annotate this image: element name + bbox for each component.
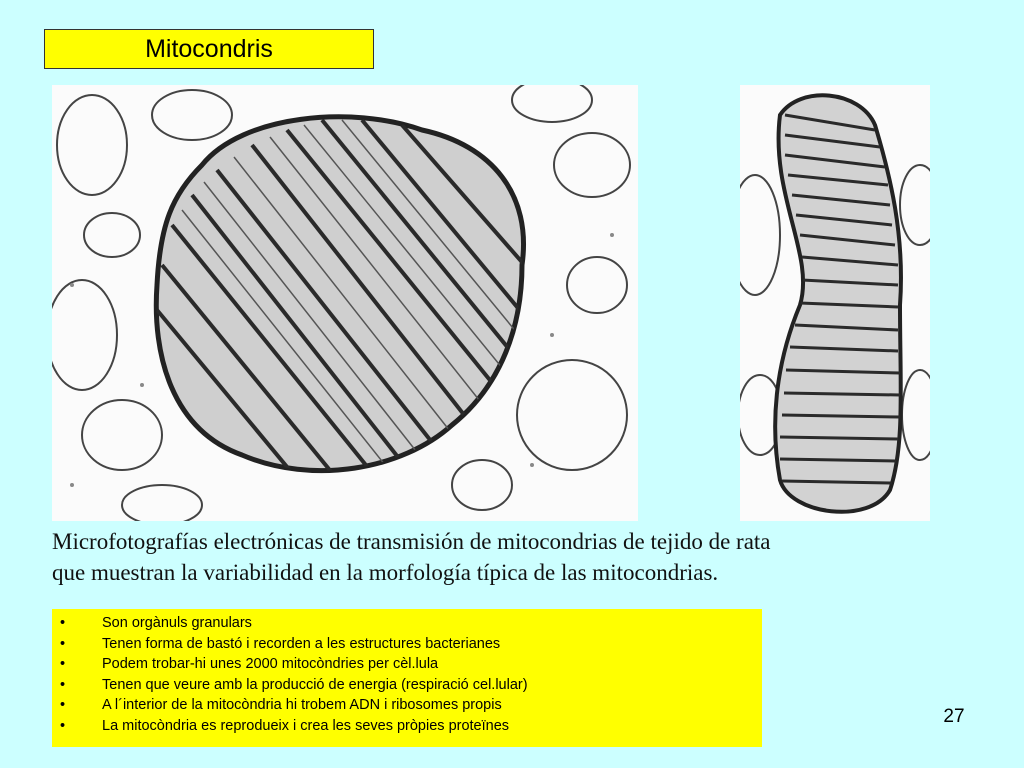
slide-title: Mitocondris — [44, 29, 374, 69]
bullet-item — [52, 675, 762, 696]
bullet-marker: • — [60, 676, 66, 693]
bullet-text: Tenen que veure amb la producció de energia (respiració cel.lular) — [102, 676, 528, 693]
mitochondrion-micrograph-round — [52, 85, 638, 521]
mitochondrion-micrograph-elongated — [740, 85, 930, 521]
bullet-text: Tenen forma de bastó i recorden a les estructures bacterianes — [102, 635, 501, 652]
bullet-marker: • — [60, 656, 66, 673]
bullet-item — [52, 613, 762, 634]
bullet-item — [52, 654, 762, 675]
bullet-text: La mitocòndria es reprodueix i crea les seves pròpies proteïnes — [102, 717, 510, 734]
figure-caption — [52, 526, 932, 588]
bullet-text: A l´interior de la mitocòndria hi trobem ADN i ribosomes propis — [102, 697, 502, 714]
bullet-item — [52, 634, 762, 655]
bullet-text: Podem trobar-hi unes 2000 mitocòndries per cèl.lula — [102, 656, 439, 673]
bullet-list-box — [52, 609, 762, 747]
caption-line-1: Microfotografías electrónicas de transmisión de mitocondrias de tejido de rata — [52, 529, 771, 554]
page-number: 27 — [943, 706, 965, 727]
bullet-marker: • — [60, 615, 66, 631]
bullet-marker: • — [60, 697, 66, 714]
bullet-marker: • — [60, 635, 66, 652]
bullet-item — [52, 716, 762, 737]
bullet-item — [52, 695, 762, 716]
caption-line-2: que muestran la variabilidad en la morfología típica de las mitocondrias. — [52, 560, 719, 585]
bullet-marker: • — [60, 717, 66, 734]
bullet-text: Son orgànuls granulars — [102, 615, 252, 631]
